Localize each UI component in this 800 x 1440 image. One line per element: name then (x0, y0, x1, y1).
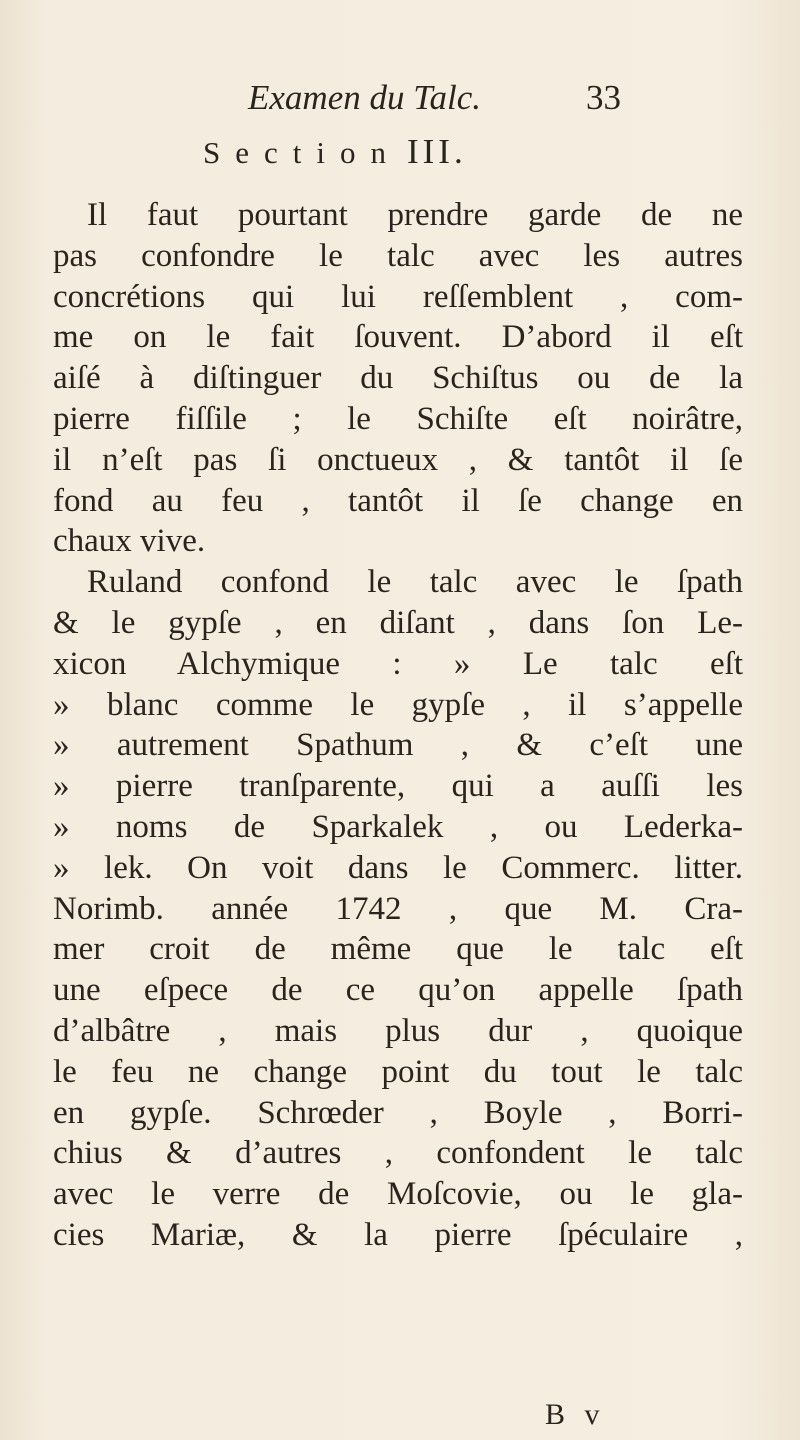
text-line: » lek. On voit dans le Commerc. litter. (53, 849, 743, 886)
text-line: » noms de Sparkalek , ou Lederka- (53, 808, 743, 845)
text-line: pas confondre le talc avec les autres (53, 237, 743, 274)
body-text (53, 195, 743, 1256)
section-numeral: III. (407, 132, 467, 171)
text-line: d’albâtre , mais plus dur , quoique (53, 1012, 743, 1049)
text-line: mer croit de même que le talc eſt (53, 931, 743, 968)
text-line: me on le fait ſouvent. D’abord il eſt (53, 319, 743, 356)
page-header (0, 78, 800, 118)
text-line: » autrement Spathum , & c’eſt une (53, 727, 743, 764)
text-line: en gypſe. Schrœder , Boyle , Borri- (53, 1094, 743, 1131)
text-line: avec le verre de Moſcovie, ou le gla- (53, 1176, 743, 1213)
page-number: 33 (586, 78, 621, 117)
text-line: xicon Alchymique : » Le talc eſt (53, 645, 743, 682)
text-line: Il faut pourtant prendre garde de ne (87, 197, 743, 233)
text-line: Norimb. année 1742 , que M. Cra- (53, 890, 743, 927)
text-line: Ruland confond le talc avec le ſpath (87, 564, 743, 601)
text-line: chaux vive. (53, 523, 206, 560)
text-line: » blanc comme le gypſe , il s’appelle (53, 686, 743, 723)
text-line: fond au feu , tantôt il ſe change en (53, 482, 743, 519)
running-title: Examen du Talc. (248, 78, 481, 117)
text-line: chius & d’autres , confondent le talc (53, 1135, 743, 1172)
text-line: pierre fiſſile ; le Schiſte eſt noirâtre, (53, 400, 743, 437)
text-line: » pierre tranſparente, qui a auſſi les (53, 768, 743, 805)
text-line: le feu ne change point du tout le talc (53, 1053, 743, 1090)
text-line: aiſé à diſtinguer du Schiſtus ou de la (53, 360, 743, 397)
section-heading (203, 132, 467, 173)
text-line: concrétions qui lui reſſemblent , com- (53, 278, 743, 315)
text-line: cies Mariæ, & la pierre ſpéculaire , (53, 1216, 743, 1253)
text-line: une eſpece de ce qu’on appelle ſpath (53, 972, 743, 1009)
text-line: & le gypſe , en diſant , dans ſon Le- (53, 604, 743, 641)
signature-mark: B v (545, 1398, 606, 1431)
section-label: Section (203, 135, 401, 170)
text-line: il n’eſt pas ſi onctueux , & tantôt il ſe (53, 441, 743, 478)
